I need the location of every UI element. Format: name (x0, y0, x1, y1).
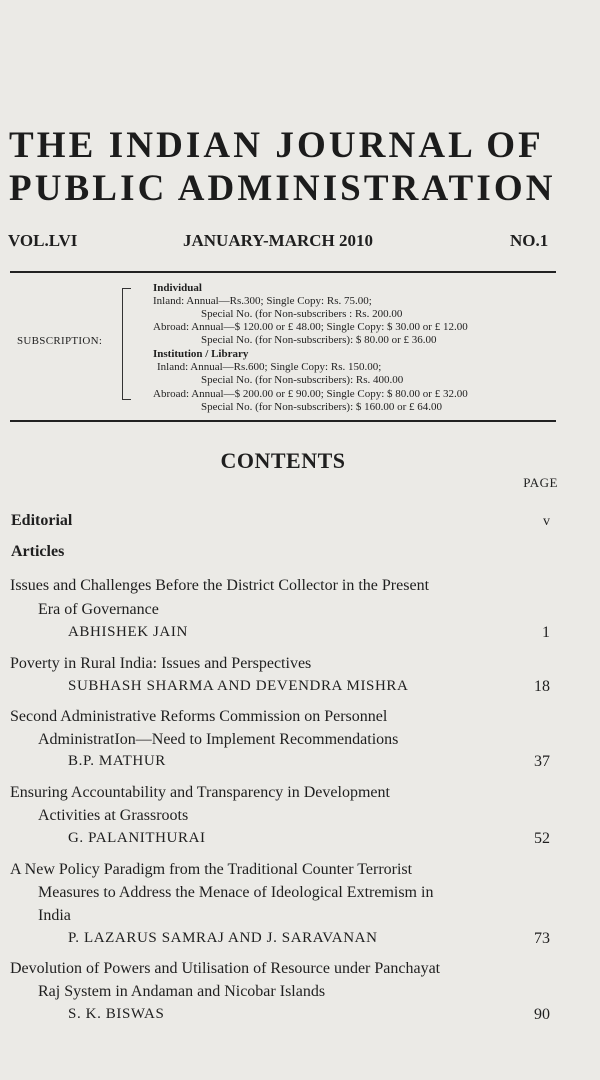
article-page: 18 (534, 678, 550, 695)
editorial-entry: Editorial (11, 512, 73, 529)
issue-date: JANUARY-MARCH 2010 (183, 231, 374, 250)
articles-heading: Articles (11, 543, 65, 560)
article-title-line: Era of Governance (38, 601, 159, 618)
journal-title-line-1: THE INDIAN JOURNAL OF (9, 125, 544, 166)
article-page: 1 (542, 624, 550, 641)
bottom-rule (10, 420, 556, 422)
subscription-line: Abroad: Annual—$ 200.00 or £ 90.00; Single Copy: $ 80.00 or £ 32.00 (153, 388, 468, 400)
subscription-line: Special No. (for Non-subscribers): $ 80.00 or £ 36.00 (201, 334, 437, 346)
article-title-line: Measures to Address the Menace of Ideological Extremism in (38, 884, 434, 901)
issue-number: NO.1 (510, 231, 549, 250)
subscription-institution-heading: Institution / Library (153, 348, 249, 360)
subscription-line: Special No. (for Non-subscribers): $ 160.00 or £ 64.00 (201, 401, 443, 413)
article-title-line: AdministratIon—Need to Implement Recommendations (38, 731, 399, 748)
article-author: SUBHASH SHARMA AND DEVENDRA MISHRA (68, 678, 409, 694)
article-title-line: Issues and Challenges Before the District Collector in the Present (10, 577, 430, 594)
article-title-line: Activities at Grassroots (38, 807, 189, 824)
article-title-line: Raj System in Andaman and Nicobar Islands (38, 983, 326, 1000)
contents-heading: CONTENTS (220, 448, 346, 473)
editorial-page: v (543, 514, 550, 529)
article-author: G. PALANITHURAI (68, 830, 206, 846)
subscription-line: Inland: Annual—Rs.300; Single Copy: Rs. 75.00; (153, 295, 372, 307)
article-page: 52 (534, 830, 550, 847)
article-page: 37 (534, 753, 550, 770)
article-title-line: India (38, 907, 71, 924)
subscription-line: Special No. (for Non-subscribers): Rs. 400.00 (201, 374, 404, 386)
article-author: P. LAZARUS SAMRAJ AND J. SARAVANAN (68, 930, 378, 946)
subscription-individual-heading: Individual (153, 282, 202, 294)
article-page: 73 (534, 930, 550, 947)
page-column-heading: PAGE (523, 475, 558, 490)
article-title-line: Poverty in Rural India: Issues and Perspectives (10, 655, 312, 672)
article-title-line: Devolution of Powers and Utilisation of Resource under Panchayat (10, 960, 441, 977)
article-author: B.P. MATHUR (68, 753, 166, 769)
subscription-line: Special No. (for Non-subscribers : Rs. 200.00 (201, 308, 403, 320)
subscription-line: Abroad: Annual—$ 120.00 or £ 48.00; Single Copy: $ 30.00 or £ 12.00 (153, 321, 468, 333)
volume-label: VOL.LVI (8, 231, 78, 250)
article-author: ABHISHEK JAIN (68, 624, 188, 640)
top-rule (10, 271, 556, 273)
article-author: S. K. BISWAS (68, 1006, 165, 1022)
subscription-bracket (122, 288, 133, 400)
article-title-line: A New Policy Paradigm from the Traditional Counter Terrorist (10, 861, 413, 878)
subscription-line: Inland: Annual—Rs.600; Single Copy: Rs. 150.00; (157, 361, 382, 373)
article-title-line: Ensuring Accountability and Transparency in Development (10, 784, 390, 801)
subscription-label: SUBSCRIPTION: (17, 335, 103, 347)
article-page: 90 (534, 1006, 550, 1023)
article-title-line: Second Administrative Reforms Commission on Personnel (10, 708, 388, 725)
journal-title-line-2: PUBLIC ADMINISTRATION (9, 168, 556, 209)
